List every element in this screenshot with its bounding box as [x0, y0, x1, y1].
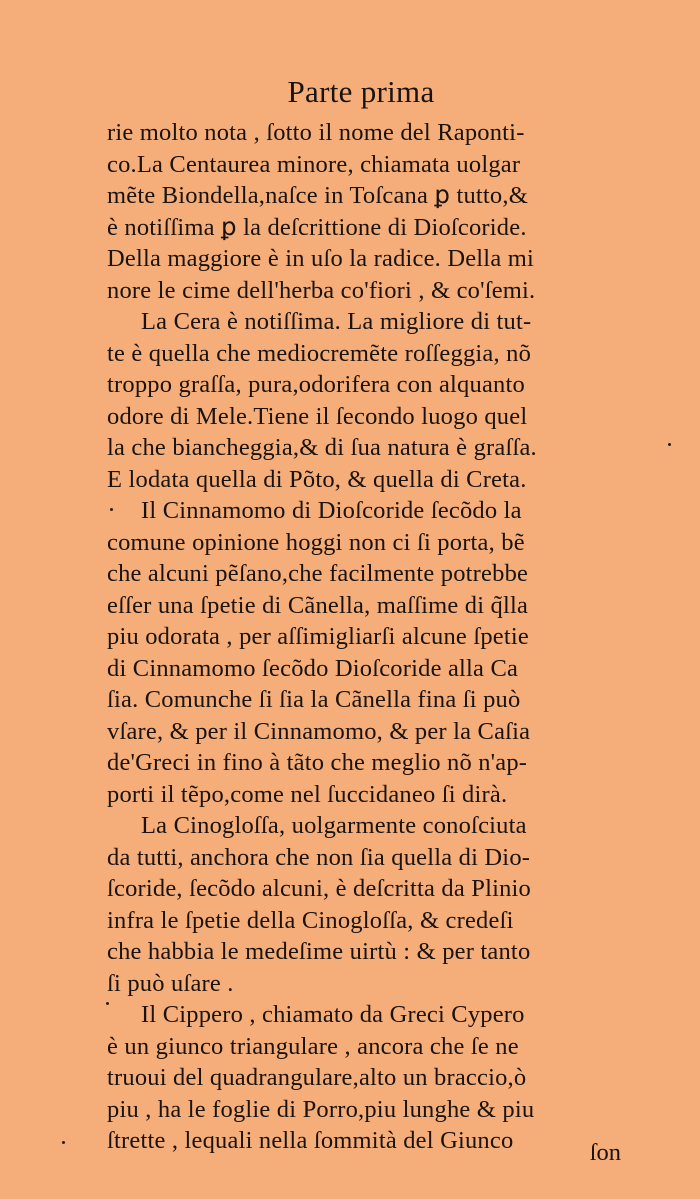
ink-speck: [62, 1141, 65, 1144]
paragraph-start-line: Il Cippero , chiamato da Greci Cypero: [141, 1001, 525, 1028]
paragraph-start-line: La Cinogloſſa, uolgarmente conoſciuta: [141, 812, 527, 839]
text-line: di Cinnamomo ſecõdo Dioſcoride alla Ca: [107, 654, 519, 682]
text-block: [107, 117, 637, 1157]
ink-speck: [110, 508, 113, 511]
text-line: porti il tẽpo,come nel ſuccidaneo ſi dirà.: [107, 780, 508, 808]
paragraph-start-line: La Cera è notiſſima. La migliore di tut-: [141, 308, 532, 335]
text-line: co.La Centaurea minore, chiamata uolgar: [107, 150, 521, 178]
text-line: mẽte Biondella,naſce in Toſcana ꝑ tutto,&: [107, 182, 528, 209]
text-line: è notiſſima ꝑ la deſcrittione di Dioſcoride.: [107, 213, 527, 241]
text-line: Della maggiore è in uſo la radice. Della mi: [107, 245, 534, 272]
text-line: nore le cime dell'herba co'fiori , & co'ſemi.: [107, 276, 536, 304]
text-line: de'Greci in fino à tãto che meglio nõ n'ap-: [107, 749, 528, 776]
running-head: Parte prima: [287, 74, 435, 109]
ink-speck: [668, 443, 671, 446]
text-line: è un giunco triangulare , ancora che ſe ne: [107, 1032, 519, 1060]
text-line: ſcoride, ſecõdo alcuni, è deſcritta da Plinio: [107, 875, 531, 902]
text-line: E lodata quella di Põto, & quella di Creta.: [107, 465, 527, 493]
text-line: truoui del quadrangulare,alto un braccio,ò: [107, 1064, 527, 1091]
text-line: la che biancheggia,& di ſua natura è graſſa.: [107, 434, 537, 461]
text-line: comune opinione hoggi non ci ſi porta, bẽ: [107, 528, 525, 556]
text-line: da tutti, anchora che non ſia quella di Dio-: [107, 843, 531, 871]
text-line: ſi può uſare .: [107, 969, 234, 997]
text-line: eſſer una ſpetie di Cãnella, maſſime di q̃lla: [107, 591, 529, 619]
text-line: che alcuni pẽſano,che facilmente potrebbe: [107, 560, 529, 587]
ink-speck: [106, 1002, 109, 1005]
text-line: piu odorata , per aſſimigliarſi alcune ſpetie: [107, 623, 529, 650]
text-line: infra le ſpetie della Cinogloſſa, & credeſi: [107, 906, 514, 934]
text-line: vſare, & per il Cinnamomo, & per la Caſia: [107, 717, 531, 745]
text-line: che habbia le medeſime uirtù : & per tanto: [107, 938, 531, 965]
paragraph-start-line: Il Cinnamomo di Dioſcoride ſecõdo la: [141, 497, 522, 524]
text-line: odore di Mele.Tiene il ſecondo luogo quel: [107, 402, 528, 430]
text-line: ſtrette , lequali nella ſommità del Giunco: [107, 1127, 514, 1154]
text-line: te è quella che mediocremẽte roſſeggia, nõ: [107, 339, 532, 367]
text-line: rie molto nota , ſotto il nome del Raponti-: [107, 119, 525, 146]
text-line: troppo graſſa, pura,odorifera con alquanto: [107, 371, 525, 398]
text-line: ſia. Comunche ſi ſia la Cãnella fina ſi può: [107, 686, 521, 713]
text-line: piu , ha le foglie di Porro,piu lunghe & piu: [107, 1095, 535, 1123]
catchword: ſon: [589, 1139, 621, 1166]
